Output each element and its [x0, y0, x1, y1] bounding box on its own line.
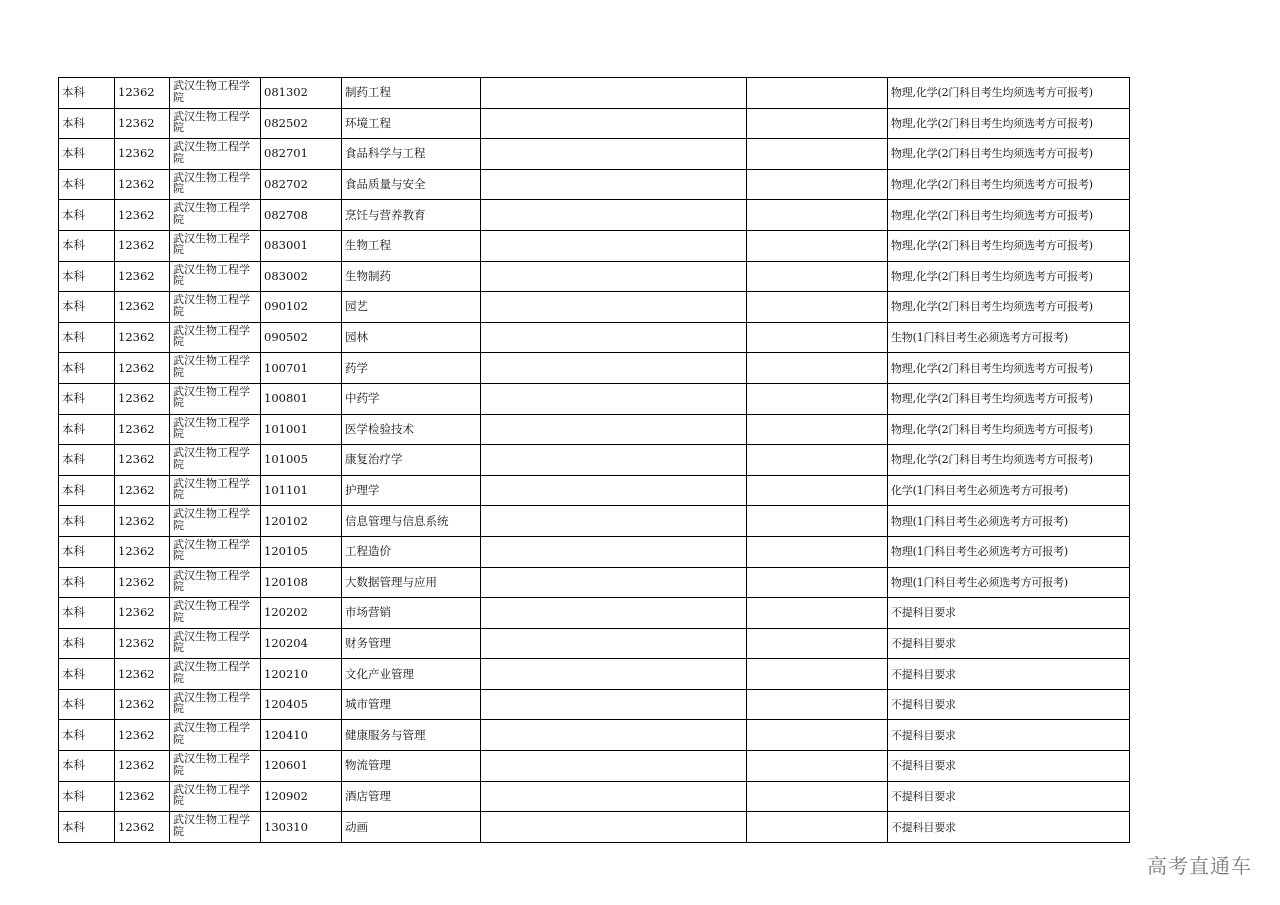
- cell-level: 本科: [59, 230, 115, 261]
- cell-level: 本科: [59, 689, 115, 720]
- cell-subject-requirement: 不提科目要求: [888, 628, 1130, 659]
- cell-school-code: 12362: [115, 108, 170, 139]
- cell-school-code: 12362: [115, 200, 170, 231]
- cell-subject-requirement: 物理,化学(2门科目考生均须选考方可报考): [888, 230, 1130, 261]
- cell-subject-requirement: 物理(1门科目考生必须选考方可报考): [888, 506, 1130, 537]
- cell-school-name: 武汉生物工程学院: [170, 445, 261, 476]
- cell-subject-requirement: 不提科目要求: [888, 720, 1130, 751]
- cell-major-code: 101101: [261, 475, 342, 506]
- table-row: [59, 445, 1130, 476]
- cell-major-code: 090502: [261, 322, 342, 353]
- cell-school-code: 12362: [115, 536, 170, 567]
- cell-blank-2: [747, 689, 888, 720]
- cell-blank-1: [481, 383, 747, 414]
- cell-major-name: 康复治疗学: [342, 445, 481, 476]
- cell-major-name: 园艺: [342, 292, 481, 323]
- cell-school-name: 武汉生物工程学院: [170, 720, 261, 751]
- cell-level: 本科: [59, 628, 115, 659]
- cell-major-code: 120902: [261, 781, 342, 812]
- cell-major-name: 园林: [342, 322, 481, 353]
- cell-subject-requirement: 不提科目要求: [888, 598, 1130, 629]
- cell-major-name: 财务管理: [342, 628, 481, 659]
- cell-school-code: 12362: [115, 78, 170, 109]
- cell-school-code: 12362: [115, 353, 170, 384]
- cell-level: 本科: [59, 720, 115, 751]
- cell-school-name: 武汉生物工程学院: [170, 689, 261, 720]
- cell-school-code: 12362: [115, 414, 170, 445]
- cell-major-code: 082708: [261, 200, 342, 231]
- cell-subject-requirement: 物理,化学(2门科目考生均须选考方可报考): [888, 445, 1130, 476]
- cell-major-name: 信息管理与信息系统: [342, 506, 481, 537]
- table-row: [59, 414, 1130, 445]
- cell-blank-2: [747, 812, 888, 843]
- table-row: [59, 475, 1130, 506]
- cell-school-name: 武汉生物工程学院: [170, 200, 261, 231]
- table-row: [59, 230, 1130, 261]
- cell-major-name: 食品科学与工程: [342, 139, 481, 170]
- cell-major-code: 100801: [261, 383, 342, 414]
- cell-blank-1: [481, 720, 747, 751]
- table-row: [59, 659, 1130, 690]
- cell-blank-1: [481, 475, 747, 506]
- cell-level: 本科: [59, 261, 115, 292]
- cell-school-code: 12362: [115, 659, 170, 690]
- cell-blank-2: [747, 353, 888, 384]
- cell-blank-1: [481, 751, 747, 782]
- cell-level: 本科: [59, 139, 115, 170]
- table-row: [59, 567, 1130, 598]
- cell-school-code: 12362: [115, 475, 170, 506]
- cell-major-code: 081302: [261, 78, 342, 109]
- cell-school-code: 12362: [115, 383, 170, 414]
- cell-subject-requirement: 物理,化学(2门科目考生均须选考方可报考): [888, 169, 1130, 200]
- cell-level: 本科: [59, 659, 115, 690]
- cell-school-code: 12362: [115, 506, 170, 537]
- cell-blank-1: [481, 659, 747, 690]
- table-row: [59, 383, 1130, 414]
- cell-level: 本科: [59, 751, 115, 782]
- cell-subject-requirement: 物理,化学(2门科目考生均须选考方可报考): [888, 261, 1130, 292]
- cell-subject-requirement: 物理,化学(2门科目考生均须选考方可报考): [888, 78, 1130, 109]
- table-body: [59, 78, 1130, 843]
- cell-blank-2: [747, 598, 888, 629]
- cell-school-code: 12362: [115, 781, 170, 812]
- cell-blank-1: [481, 292, 747, 323]
- cell-blank-2: [747, 261, 888, 292]
- cell-school-code: 12362: [115, 628, 170, 659]
- cell-major-name: 城市管理: [342, 689, 481, 720]
- cell-major-name: 护理学: [342, 475, 481, 506]
- cell-school-name: 武汉生物工程学院: [170, 628, 261, 659]
- cell-major-code: 120210: [261, 659, 342, 690]
- cell-level: 本科: [59, 322, 115, 353]
- cell-school-name: 武汉生物工程学院: [170, 261, 261, 292]
- cell-school-name: 武汉生物工程学院: [170, 812, 261, 843]
- cell-school-code: 12362: [115, 261, 170, 292]
- cell-level: 本科: [59, 414, 115, 445]
- cell-blank-1: [481, 139, 747, 170]
- admission-table: [58, 77, 1130, 843]
- cell-subject-requirement: 不提科目要求: [888, 812, 1130, 843]
- cell-major-code: 101001: [261, 414, 342, 445]
- cell-school-code: 12362: [115, 230, 170, 261]
- cell-blank-1: [481, 353, 747, 384]
- cell-major-name: 大数据管理与应用: [342, 567, 481, 598]
- table-row: [59, 781, 1130, 812]
- cell-major-name: 动画: [342, 812, 481, 843]
- cell-major-name: 酒店管理: [342, 781, 481, 812]
- cell-blank-1: [481, 567, 747, 598]
- cell-blank-1: [481, 414, 747, 445]
- cell-major-name: 健康服务与管理: [342, 720, 481, 751]
- cell-school-code: 12362: [115, 689, 170, 720]
- cell-major-code: 083002: [261, 261, 342, 292]
- cell-blank-1: [481, 598, 747, 629]
- cell-blank-1: [481, 628, 747, 659]
- cell-major-name: 食品质量与安全: [342, 169, 481, 200]
- cell-subject-requirement: 物理,化学(2门科目考生均须选考方可报考): [888, 383, 1130, 414]
- cell-blank-1: [481, 689, 747, 720]
- cell-major-name: 生物制药: [342, 261, 481, 292]
- table-row: [59, 353, 1130, 384]
- cell-subject-requirement: 不提科目要求: [888, 659, 1130, 690]
- cell-level: 本科: [59, 475, 115, 506]
- table-row: [59, 536, 1130, 567]
- cell-blank-2: [747, 383, 888, 414]
- cell-school-code: 12362: [115, 812, 170, 843]
- table-row: [59, 139, 1130, 170]
- cell-major-code: 120105: [261, 536, 342, 567]
- table-row: [59, 108, 1130, 139]
- cell-blank-1: [481, 781, 747, 812]
- cell-major-name: 文化产业管理: [342, 659, 481, 690]
- cell-major-name: 药学: [342, 353, 481, 384]
- cell-level: 本科: [59, 292, 115, 323]
- watermark-text: 高考直通车: [1147, 854, 1252, 878]
- cell-school-code: 12362: [115, 169, 170, 200]
- cell-subject-requirement: 物理,化学(2门科目考生均须选考方可报考): [888, 292, 1130, 323]
- cell-subject-requirement: 不提科目要求: [888, 751, 1130, 782]
- table-row: [59, 720, 1130, 751]
- cell-blank-2: [747, 475, 888, 506]
- cell-school-name: 武汉生物工程学院: [170, 169, 261, 200]
- cell-major-name: 环境工程: [342, 108, 481, 139]
- cell-school-code: 12362: [115, 598, 170, 629]
- cell-major-name: 烹饪与营养教育: [342, 200, 481, 231]
- cell-blank-2: [747, 445, 888, 476]
- cell-school-name: 武汉生物工程学院: [170, 536, 261, 567]
- cell-major-code: 082702: [261, 169, 342, 200]
- table-row: [59, 322, 1130, 353]
- cell-major-code: 120108: [261, 567, 342, 598]
- cell-blank-1: [481, 230, 747, 261]
- cell-school-name: 武汉生物工程学院: [170, 598, 261, 629]
- table-row: [59, 200, 1130, 231]
- cell-major-code: 100701: [261, 353, 342, 384]
- cell-school-name: 武汉生物工程学院: [170, 659, 261, 690]
- table-row: [59, 598, 1130, 629]
- table-row: [59, 78, 1130, 109]
- cell-school-name: 武汉生物工程学院: [170, 751, 261, 782]
- table-row: [59, 628, 1130, 659]
- table-row: [59, 751, 1130, 782]
- cell-school-name: 武汉生物工程学院: [170, 506, 261, 537]
- cell-subject-requirement: 物理,化学(2门科目考生均须选考方可报考): [888, 139, 1130, 170]
- cell-blank-2: [747, 414, 888, 445]
- cell-blank-2: [747, 139, 888, 170]
- cell-blank-2: [747, 720, 888, 751]
- cell-major-name: 工程造价: [342, 536, 481, 567]
- cell-school-name: 武汉生物工程学院: [170, 353, 261, 384]
- cell-blank-2: [747, 292, 888, 323]
- cell-blank-2: [747, 659, 888, 690]
- cell-level: 本科: [59, 353, 115, 384]
- cell-blank-1: [481, 78, 747, 109]
- cell-major-name: 制药工程: [342, 78, 481, 109]
- cell-school-name: 武汉生物工程学院: [170, 230, 261, 261]
- cell-school-code: 12362: [115, 322, 170, 353]
- cell-school-code: 12362: [115, 292, 170, 323]
- cell-major-code: 120410: [261, 720, 342, 751]
- cell-level: 本科: [59, 169, 115, 200]
- cell-blank-1: [481, 536, 747, 567]
- cell-school-name: 武汉生物工程学院: [170, 781, 261, 812]
- table-row: [59, 261, 1130, 292]
- cell-blank-2: [747, 781, 888, 812]
- cell-level: 本科: [59, 781, 115, 812]
- cell-major-code: 130310: [261, 812, 342, 843]
- cell-school-name: 武汉生物工程学院: [170, 414, 261, 445]
- cell-major-name: 医学检验技术: [342, 414, 481, 445]
- cell-major-name: 中药学: [342, 383, 481, 414]
- cell-major-code: 082502: [261, 108, 342, 139]
- cell-school-code: 12362: [115, 751, 170, 782]
- cell-school-name: 武汉生物工程学院: [170, 322, 261, 353]
- cell-major-code: 082701: [261, 139, 342, 170]
- table-row: [59, 812, 1130, 843]
- cell-level: 本科: [59, 383, 115, 414]
- cell-blank-1: [481, 108, 747, 139]
- cell-school-code: 12362: [115, 445, 170, 476]
- table-row: [59, 689, 1130, 720]
- cell-level: 本科: [59, 445, 115, 476]
- cell-subject-requirement: 生物(1门科目考生必须选考方可报考): [888, 322, 1130, 353]
- cell-blank-2: [747, 169, 888, 200]
- cell-school-name: 武汉生物工程学院: [170, 139, 261, 170]
- cell-blank-2: [747, 628, 888, 659]
- cell-subject-requirement: 物理,化学(2门科目考生均须选考方可报考): [888, 200, 1130, 231]
- cell-school-name: 武汉生物工程学院: [170, 78, 261, 109]
- cell-major-code: 120202: [261, 598, 342, 629]
- cell-major-code: 120601: [261, 751, 342, 782]
- cell-blank-1: [481, 812, 747, 843]
- cell-blank-1: [481, 261, 747, 292]
- cell-blank-1: [481, 322, 747, 353]
- cell-blank-2: [747, 506, 888, 537]
- cell-level: 本科: [59, 812, 115, 843]
- cell-blank-2: [747, 78, 888, 109]
- table-row: [59, 169, 1130, 200]
- cell-blank-2: [747, 567, 888, 598]
- table-row: [59, 506, 1130, 537]
- cell-level: 本科: [59, 598, 115, 629]
- cell-major-name: 生物工程: [342, 230, 481, 261]
- cell-level: 本科: [59, 200, 115, 231]
- cell-blank-1: [481, 506, 747, 537]
- cell-blank-2: [747, 751, 888, 782]
- cell-blank-2: [747, 230, 888, 261]
- cell-school-name: 武汉生物工程学院: [170, 475, 261, 506]
- cell-major-code: 120405: [261, 689, 342, 720]
- cell-major-name: 物流管理: [342, 751, 481, 782]
- cell-subject-requirement: 物理,化学(2门科目考生均须选考方可报考): [888, 108, 1130, 139]
- cell-major-name: 市场营销: [342, 598, 481, 629]
- cell-major-code: 120102: [261, 506, 342, 537]
- cell-school-code: 12362: [115, 567, 170, 598]
- cell-level: 本科: [59, 567, 115, 598]
- cell-blank-2: [747, 200, 888, 231]
- cell-subject-requirement: 物理,化学(2门科目考生均须选考方可报考): [888, 353, 1130, 384]
- cell-major-code: 083001: [261, 230, 342, 261]
- cell-major-code: 120204: [261, 628, 342, 659]
- cell-subject-requirement: 物理(1门科目考生必须选考方可报考): [888, 567, 1130, 598]
- cell-subject-requirement: 不提科目要求: [888, 689, 1130, 720]
- cell-school-code: 12362: [115, 139, 170, 170]
- cell-school-name: 武汉生物工程学院: [170, 567, 261, 598]
- cell-blank-1: [481, 445, 747, 476]
- cell-school-name: 武汉生物工程学院: [170, 383, 261, 414]
- cell-school-name: 武汉生物工程学院: [170, 292, 261, 323]
- cell-subject-requirement: 物理,化学(2门科目考生均须选考方可报考): [888, 414, 1130, 445]
- cell-school-name: 武汉生物工程学院: [170, 108, 261, 139]
- cell-blank-1: [481, 200, 747, 231]
- cell-blank-1: [481, 169, 747, 200]
- cell-major-code: 101005: [261, 445, 342, 476]
- cell-subject-requirement: 物理(1门科目考生必须选考方可报考): [888, 536, 1130, 567]
- cell-level: 本科: [59, 536, 115, 567]
- cell-school-code: 12362: [115, 720, 170, 751]
- cell-blank-2: [747, 536, 888, 567]
- cell-level: 本科: [59, 78, 115, 109]
- table-row: [59, 292, 1130, 323]
- cell-blank-2: [747, 322, 888, 353]
- cell-major-code: 090102: [261, 292, 342, 323]
- cell-subject-requirement: 不提科目要求: [888, 781, 1130, 812]
- cell-subject-requirement: 化学(1门科目考生必须选考方可报考): [888, 475, 1130, 506]
- cell-blank-2: [747, 108, 888, 139]
- cell-level: 本科: [59, 108, 115, 139]
- cell-level: 本科: [59, 506, 115, 537]
